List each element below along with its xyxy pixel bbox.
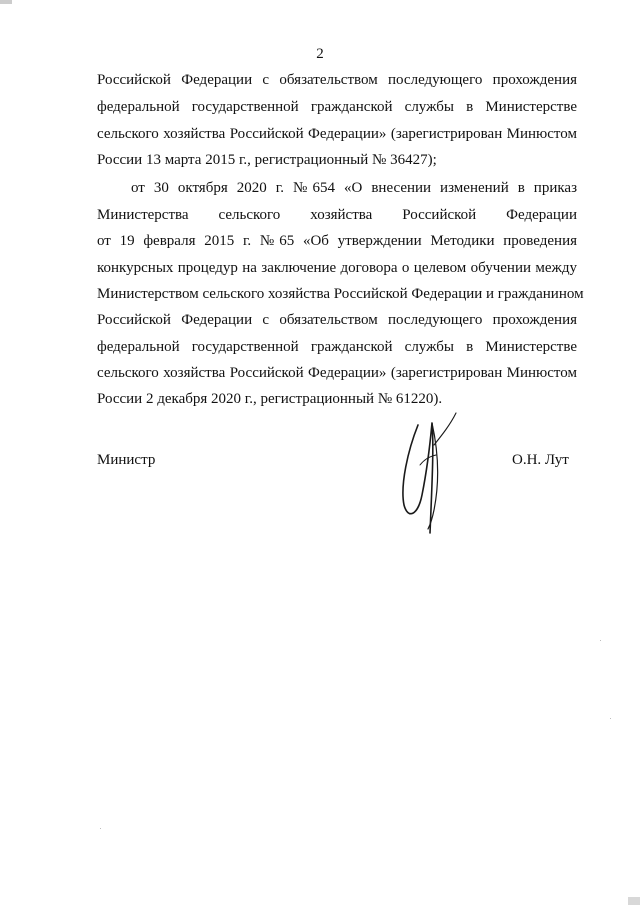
text-line-8: конкурсных процедур на заключение договора о целевом обучении между (97, 260, 577, 276)
text-line-2: федеральной государственной гражданской службы в Министерстве (97, 99, 577, 115)
text-line-10: Российской Федерации с обязательством последующего прохождения (97, 312, 577, 328)
text-line-1: Российской Федерации с обязательством последующего прохождения (97, 72, 577, 88)
scan-artifact (100, 828, 101, 829)
handwritten-signature (390, 405, 470, 540)
scan-artifact (628, 897, 640, 905)
text-line-3: сельского хозяйства Российской Федерации» (зарегистрирован Минюстом (97, 126, 577, 142)
text-line-12: сельского хозяйства Российской Федерации» (зарегистрирован Минюстом (97, 365, 577, 381)
signatory-position: Министр (97, 452, 156, 468)
text-line-13: России 2 декабря 2020 г., регистрационный № 61220). (97, 391, 443, 407)
scan-artifact (0, 0, 12, 4)
scan-artifact (600, 640, 601, 641)
text-line-7: от 19 февраля 2015 г. №65 «Об утверждении Методики проведения (97, 233, 577, 249)
text-line-4: России 13 марта 2015 г., регистрационный № 36427); (97, 152, 437, 168)
signatory-name: О.Н. Лут (512, 452, 569, 468)
text-line-6: Министерства сельского хозяйства Российской Федерации (97, 207, 577, 223)
page-number: 2 (316, 46, 324, 62)
text-line-5: от 30 октября 2020 г. №654 «О внесении изменений в приказ (131, 180, 577, 196)
text-line-11: федеральной государственной гражданской службы в Министерстве (97, 339, 577, 355)
scan-artifact (610, 718, 611, 719)
text-line-9: Министерством сельского хозяйства Российской Федерации и гражданином (97, 286, 584, 302)
